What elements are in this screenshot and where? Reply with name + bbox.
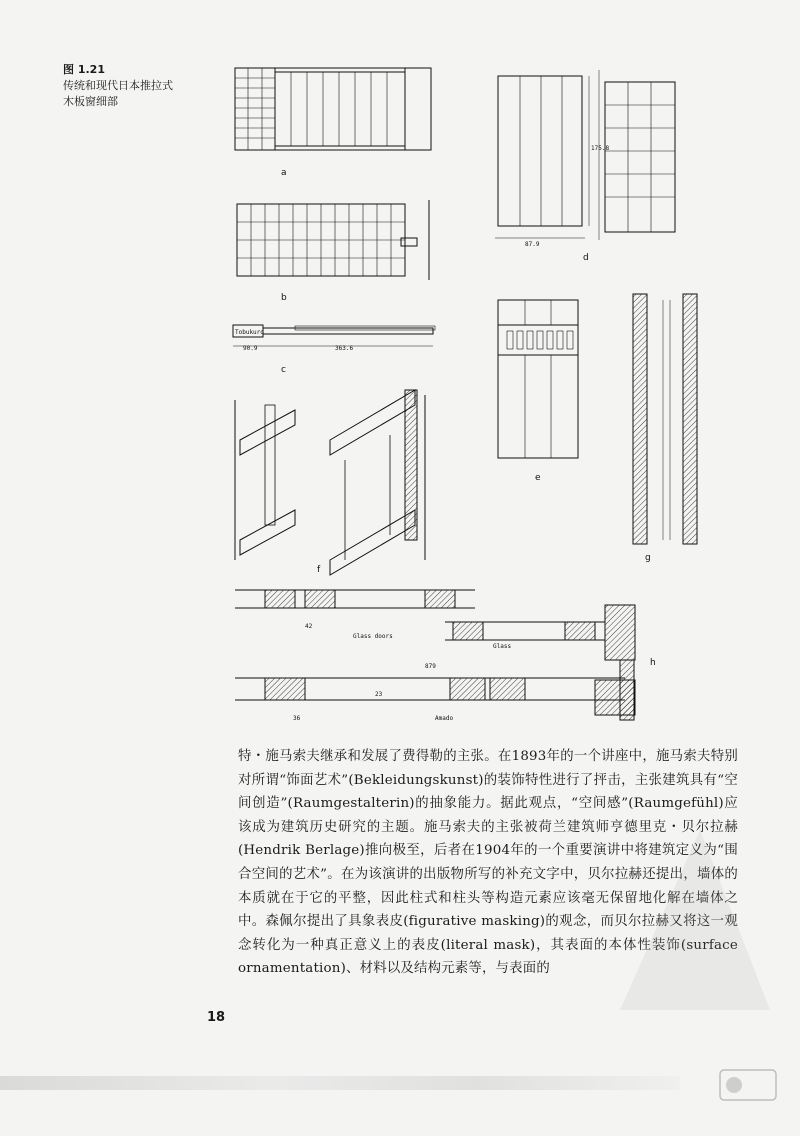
dim-c-1: 90.9 [243, 345, 258, 352]
drawing-canvas [225, 60, 745, 730]
figure-number: 图 1.21 [63, 63, 105, 76]
label-d: d [583, 253, 589, 263]
label-b: b [281, 293, 287, 303]
dim-c-2: 363.6 [335, 345, 354, 352]
dim-h-42: 42 [305, 623, 313, 630]
body-paragraph: 特・施马索夫继承和发展了费得勒的主张。在1893年的一个讲座中，施马索夫特别对所谓“饰面艺术”(Bekleidungskunst)的装饰特性进行了抨击，主张建筑具有“空间创造”(Raumgestalterin)的抽象能力。据此观点，“空间感”(Raumgefühl)应该成为建筑历史研究的主题。施马索夫的主张被荷兰建筑师亨德里克・贝尔拉赫(Hendrik Berlage)推向极至，后者在1904年的一个重要演讲中将建筑定义为“围合空间的艺术”。在为该演讲的出版物所写的补充文字中，贝尔拉赫还提出，墙体的本质就在于它的平整，因此柱式和柱头等构造元素应该毫无保留地化解在墙体之中。森佩尔提出了具象表皮(figurative masking)的观念，而贝尔拉赫又将这一观念转化为一种真正意义上的表皮(literal mask)，其表面的本体性装饰(surface ornamentation)、材料以及结构元素等，与表面的 [238, 749, 738, 977]
drawing-d [495, 70, 675, 240]
tobukuro-tag: Tobukuro [235, 329, 264, 336]
dim-d-w: 87.9 [525, 241, 540, 248]
dim-h-23: 23 [375, 691, 383, 698]
label-a: a [281, 168, 287, 178]
label-h: h [650, 658, 656, 668]
corner-logo [718, 1066, 778, 1106]
figure-caption [63, 62, 213, 110]
dim-h-36: 36 [293, 715, 301, 722]
caption-line-2: 木板窗细部 [63, 95, 118, 108]
page-number: 18 [207, 1010, 226, 1025]
label-f: f [317, 565, 321, 575]
scan-footer-strip [0, 1076, 680, 1090]
drawing-e [498, 300, 578, 458]
watermark-graphic [600, 810, 790, 1030]
drawing-h [235, 590, 635, 720]
technical-drawing-figure [225, 60, 745, 730]
amado-label: Amado [435, 715, 454, 722]
label-c: c [281, 365, 286, 375]
drawing-a [235, 68, 431, 150]
dim-h-879: 879 [425, 663, 436, 670]
dim-d-h: 175.8 [591, 145, 610, 152]
drawing-f [235, 390, 425, 575]
label-e: e [535, 473, 541, 483]
glass-doors-label: Glass doors [353, 633, 393, 640]
label-g: g [645, 553, 651, 563]
caption-line-1: 传统和现代日本推拉式 [63, 79, 173, 92]
glass-label: Glass [493, 643, 512, 650]
drawing-g [633, 294, 697, 544]
drawing-b [237, 200, 429, 280]
